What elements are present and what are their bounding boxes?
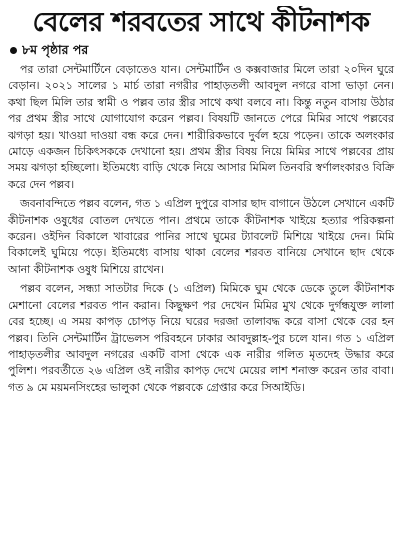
continuation-note [8, 42, 394, 58]
paragraph: পল্লব বলেন, সন্ধ্যা সাতটার দিকে (১ এপ্রিল) মিমিকে ঘুম থেকে ডেকে তুলে কীটনাশক মেশানো বেলের শরবত পান করান। কিছুক্ষণ পর দেখেন মিমির মুখ থেকে দুর্গন্ধযুক্ত লালা বের হচ্ছে। এ সময় কাপড় চোপড় নিয়ে ঘরের দরজা তালাবদ্ধ করে বাসা থেকে বের হন পল্লব। তিনি সেন্টমার্টিন ট্রাভেলস পরিবহনে ঢাকার আবদুল্লাহ-পুর চলে যান। গত ১ এপ্রিল পাহাড়তলীর আবদুল নগরের একটি বাসা থেকে এক নারীর গলিত মৃতদেহ উদ্ধার করে পুলিশ। পরবর্তীতে ২৬ এপ্রিল ওই নারীর কাপড় দেখে মেয়ের লাশ শনাক্ত করেন তার বাবা। গত ৯ মে ময়মনসিংহের ভালুকা থেকে পল্লবকে গ্রেপ্তার করে সিআইডি। [8, 282, 394, 394]
continuation-label: ৮ম পৃষ্ঠার পর [22, 42, 89, 57]
bullet-icon [10, 47, 17, 54]
headline: বেলের শরবতের সাথে কীটনাশক [32, 7, 370, 38]
paragraph: পর তারা সেন্টমার্টিনে বেড়াতেও যান। সেন্টমার্টিন ও কক্সবাজার মিলে তারা ২০দিন ঘুরে বেড়ান। ২০২১ সালের ১ মার্চ তারা নগরীর পাহাড়তলী আবদুল নগরে বাসা ভাড়া নেন। কথা ছিল মিলি তার স্বামী ও পল্লব তার স্ত্রীর সাথে কথা বলবে না। কিন্তু নতুন বাসায় উঠার পর প্রথম স্ত্রীর সাথে যোগাযোগ করেন পল্লব। বিষয়টি জানতে পেরে মিমির সাথে পল্লবের ঝগড়া হয়। খাওয়া দাওয়া বন্ধ করে দেন। শারীরিকভাবে দুর্বল হয়ে পড়েন। তাকে অলংকার মোড়ে একজন চিকিৎসককে দেখানো হয়। প্রথম স্ত্রীর বিষয় নিয়ে মিমির সাথে পল্লবের প্রায় সময় ঝগড়া হচ্ছিলো। ইতিমধ্যে বাড়ি থেকে নিয়ে আসার মিমিল তিনবরি স্বর্ণালংকারও বিক্রি করে দেন পল্লব। [8, 63, 394, 191]
article-body [8, 62, 394, 396]
paragraph: জবনাবন্দিতে পল্লব বলেন, গত ১ এপ্রিল দুপুরে বাসার ছাদ বাগানে উঠলে সেখানে একটি কীটনাশক ওষুধের বোতল দেখতে পান। প্রথমে তাকে কীটনাশক খাইয়ে হত্যার পরিকল্পনা করেন। ওইদিন বিকালে খাবারের পানির সাথে ঘুমের ট্যাবলেট মিশিয়ে খাইয়ে দেন। মিমি বিকালেই ঘুমিয়ে পড়ে। ইতিমধ্যে বাসায় থাকা বেলের শরবত বানিয়ে সেখানে ছাদ থেকে আনা কীটনাশক ওষুধ মিশিয়ে রাখেন। [8, 197, 394, 276]
